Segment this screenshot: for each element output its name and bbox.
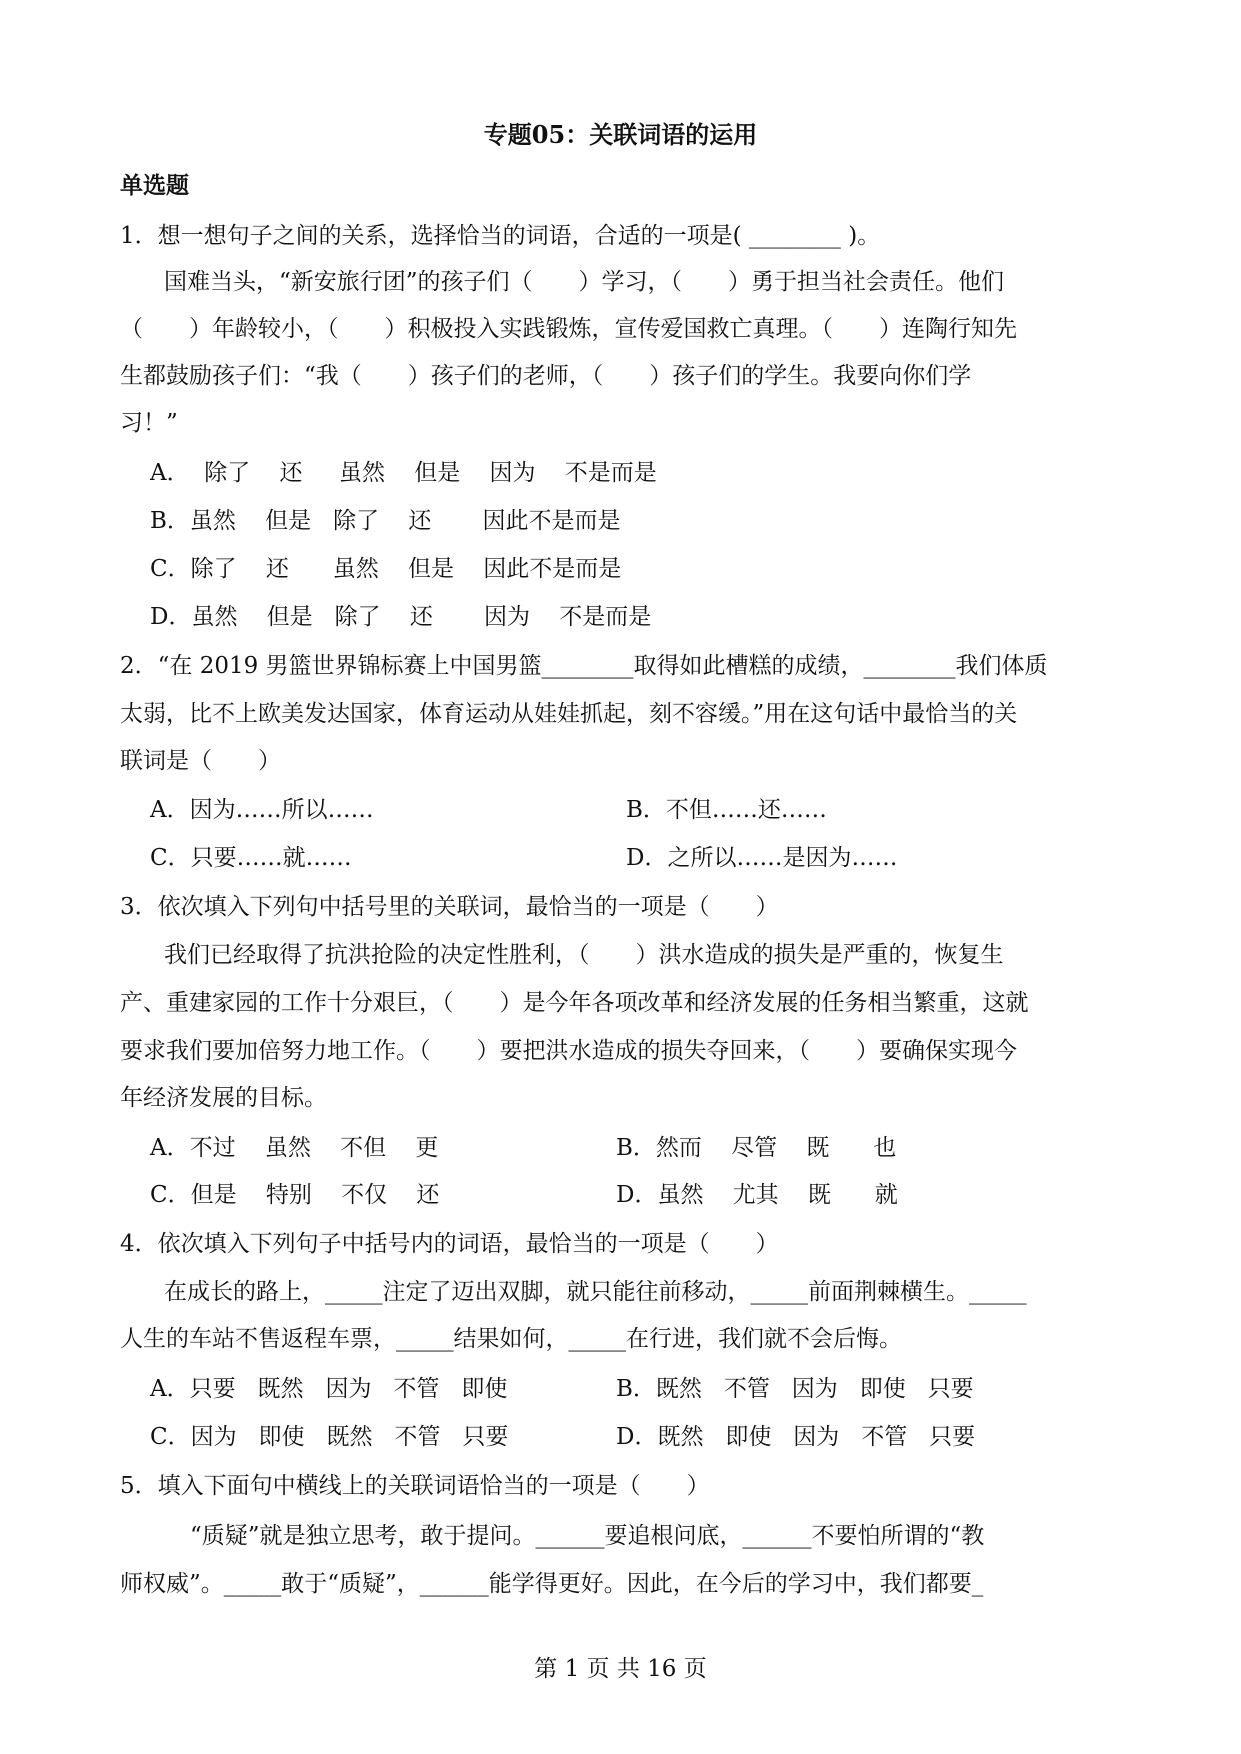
section-heading: 单选题 <box>120 172 189 199</box>
q1-passage-line-3: 生都鼓励孩子们：“我（ ）孩子们的老师，（ ）孩子们的学生。我要向你们学 <box>120 363 972 389</box>
q1-passage-line-4: 习！” <box>120 410 178 436</box>
q5-passage-line-1: “质疑”就是独立思考，敢于提问。______要追根问底，______不要怕所谓的“教 <box>190 1523 985 1549</box>
q1-option-a[interactable]: A． 除了 还 虽然 但是 因为 不是而是 <box>150 460 657 486</box>
page-footer: 第 1 页 共 16 页 <box>534 1656 707 1682</box>
q3-option-c[interactable]: C．但是 特别 不仅 还 <box>150 1182 440 1208</box>
q3-option-b[interactable]: B．然而 尽管 既 也 <box>616 1135 897 1161</box>
q4-stem: 4．依次填入下列句子中括号内的词语，最恰当的一项是（ ） <box>120 1231 779 1257</box>
q4-option-b[interactable]: B．既然 不管 因为 即使 只要 <box>616 1376 974 1402</box>
q5-passage-line-2: 师权威”。_____敢于“质疑”，______能学得更好。因此，在今后的学习中，我们都要_ <box>120 1571 984 1597</box>
q4-option-c[interactable]: C．因为 即使 既然 不管 只要 <box>150 1424 509 1450</box>
q1-option-c[interactable]: C．除了 还 虽然 但是 因此不是而是 <box>150 556 622 582</box>
q4-option-d[interactable]: D．既然 即使 因为 不管 只要 <box>616 1424 976 1450</box>
q3-passage-line-2: 产、重建家园的工作十分艰巨，（ ）是今年各项改革和经济发展的任务相当繁重，这就 <box>120 990 1029 1016</box>
q3-option-a[interactable]: A．不过 虽然 不但 更 <box>150 1135 439 1161</box>
q1-passage-line-2: （ ）年龄较小，（ ）积极投入实践锻炼，宣传爱国救亡真理。（ ）连陶行知先 <box>120 316 1017 342</box>
q3-stem: 3．依次填入下列句中括号里的关联词，最恰当的一项是（ ） <box>120 894 779 920</box>
q2-stem-line-1: 2．“在 2019 男篮世界锦标赛上中国男篮________取得如此槽糕的成绩，________我们体质 <box>120 653 1048 679</box>
q2-stem-line-3: 联词是（ ） <box>120 748 281 774</box>
document-title: 专题05：关联词语的运用 <box>483 120 758 149</box>
q2-option-d[interactable]: D．之所以……是因为…… <box>626 845 898 871</box>
q4-passage-line-1: 在成长的路上，_____注定了迈出双脚，就只能往前移动，_____前面荆棘横生。_____ <box>164 1279 1027 1305</box>
q2-option-c[interactable]: C．只要……就…… <box>150 845 352 871</box>
q1-option-b[interactable]: B．虽然 但是 除了 还 因此不是而是 <box>150 508 621 534</box>
q1-option-d[interactable]: D．虽然 但是 除了 还 因为 不是而是 <box>150 604 652 630</box>
q3-passage-line-4: 年经济发展的目标。 <box>120 1085 327 1111</box>
q5-stem: 5．填入下面句中横线上的关联词语恰当的一项是（ ） <box>120 1473 710 1499</box>
q4-passage-line-2: 人生的车站不售返程车票，_____结果如何，_____在行进，我们就不会后悔。 <box>120 1326 902 1352</box>
q1-stem: 1．想一想句子之间的关系，选择恰当的词语，合适的一项是( ________ )。 <box>120 223 881 249</box>
q3-passage-line-1: 我们已经取得了抗洪抢险的决定性胜利，（ ）洪水造成的损失是严重的，恢复生 <box>164 942 1004 968</box>
q2-stem-line-2: 太弱，比不上欧美发达国家，体育运动从娃娃抓起，刻不容缓。”用在这句话中最恰当的关 <box>120 701 1018 727</box>
q3-option-d[interactable]: D．虽然 尤其 既 就 <box>616 1182 898 1208</box>
q1-passage-line-1: 国难当头，“新安旅行团”的孩子们（ ）学习，（ ）勇于担当社会责任。他们 <box>164 269 1005 295</box>
q3-passage-line-3: 要求我们要加倍努力地工作。（ ）要把洪水造成的损失夺回来，（ ）要确保实现今 <box>120 1038 1017 1064</box>
q2-option-a[interactable]: A．因为……所以…… <box>150 797 374 823</box>
q4-option-a[interactable]: A．只要 既然 因为 不管 即使 <box>150 1376 508 1402</box>
q2-option-b[interactable]: B．不但……还…… <box>626 797 827 823</box>
